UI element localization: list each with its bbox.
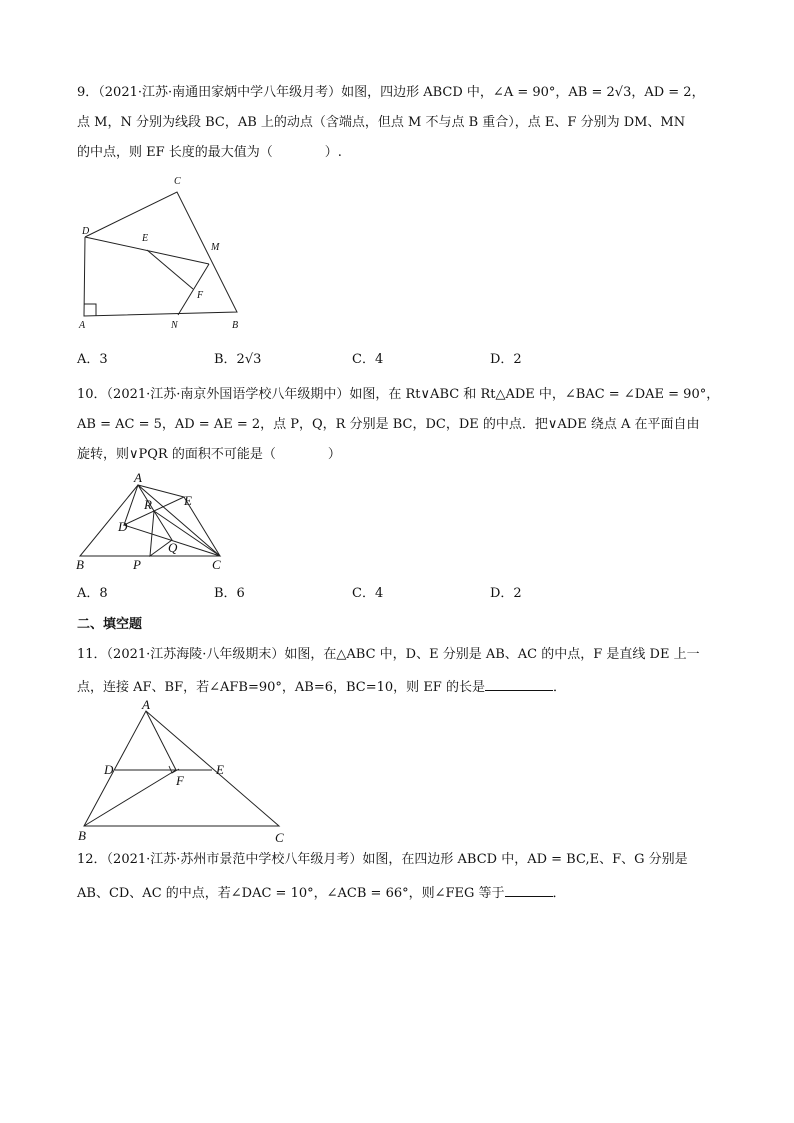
q11-figure [72, 698, 292, 848]
q9-label-C: C [174, 176, 181, 187]
q9-stem-line1: 9．（2021·江苏·南通田家炳中学八年级月考）如图，四边形 ABCD 中，∠A = 90°，AB = 2√3，AD = 2， [77, 85, 705, 100]
q11-label-D: D [104, 762, 114, 777]
q10-option-b[interactable]: B．6 [214, 586, 245, 601]
q9-label-B: B [232, 320, 239, 331]
q11-label-F: F [176, 773, 184, 788]
q10-stem-line2: AB = AC = 5，AD = AE = 2，点 P，Q，R 分别是 BC，DC，DE 的中点．把∨ADE 绕点 A 在平面自由 [77, 417, 700, 432]
q9-label-F: F [197, 290, 204, 301]
q12-stem-text: AB、CD、AC 的中点，若∠DAC = 10°，∠ACB = 66°，则∠FEG 等于 [77, 886, 505, 901]
q9-option-b[interactable]: B．2√3 [214, 352, 262, 367]
q12-stem-end: ． [552, 886, 566, 901]
q9-label-A: A [79, 320, 86, 331]
q11-stem-line1: 11．（2021·江苏海陵·八年级期末）如图，在△ABC 中，D、E 分别是 AB、AC 的中点，F 是直线 DE 上一 [77, 647, 700, 662]
q11-answer-blank[interactable] [485, 676, 553, 691]
q10-label-A: A [134, 470, 142, 485]
section-title-fill-in: 二、填空题 [77, 617, 143, 632]
q10-label-C: C [212, 557, 221, 572]
q12-stem-line1: 12．（2021·江苏·苏州市景范中学校八年级月考）如图，在四边形 ABCD 中，AD = BC,E、F、G 分别是 [77, 852, 688, 867]
q9-option-c[interactable]: C．4 [352, 352, 384, 367]
q10-label-B: B [76, 557, 84, 572]
q9-figure [70, 170, 260, 335]
q9-stem-line3: 的中点，则 EF 长度的最大值为（ ）. [77, 145, 342, 160]
q11-label-B: B [78, 828, 86, 843]
q9-stem-line2: 点 M，N 分别为线段 BC，AB 上的动点（含端点，但点 M 不与点 B 重合），点 E、F 分别为 DM、MN [77, 115, 686, 130]
q10-option-a[interactable]: A．8 [77, 586, 108, 601]
q10-label-E: E [184, 493, 192, 508]
q9-label-E: E [142, 233, 149, 244]
q9-label-N: N [171, 320, 178, 331]
q10-figure [72, 470, 232, 575]
q9-option-a[interactable]: A．3 [77, 352, 108, 367]
q9-label-M: M [211, 242, 220, 253]
q10-label-Q: Q [168, 540, 178, 555]
q10-label-D: D [118, 519, 128, 534]
q11-stem-end: ． [552, 680, 566, 695]
q11-label-E: E [216, 762, 224, 777]
q12-stem-line2 [77, 882, 566, 903]
q11-stem-line2 [77, 676, 566, 697]
q9-option-d[interactable]: D．2 [490, 352, 522, 367]
q10-stem-line1: 10．（2021·江苏·南京外国语学校八年级期中）如图，在 Rt∨ABC 和 Rt△ADE 中，∠BAC = ∠DAE = 90°， [77, 387, 720, 402]
q10-stem-line3: 旋转，则∨PQR 的面积不可能是（ ） [77, 447, 341, 462]
q9-label-D: D [82, 226, 90, 237]
q11-stem-text: 点，连接 AF、BF，若∠AFB=90°，AB=6，BC=10，则 EF 的长是 [77, 680, 485, 695]
q10-label-P: P [133, 557, 141, 572]
q10-option-d[interactable]: D．2 [490, 586, 522, 601]
q10-option-c[interactable]: C．4 [352, 586, 384, 601]
q11-label-C: C [275, 830, 284, 845]
q11-label-A: A [142, 697, 150, 712]
q12-answer-blank[interactable] [505, 882, 553, 897]
q10-label-R: R [144, 497, 152, 512]
